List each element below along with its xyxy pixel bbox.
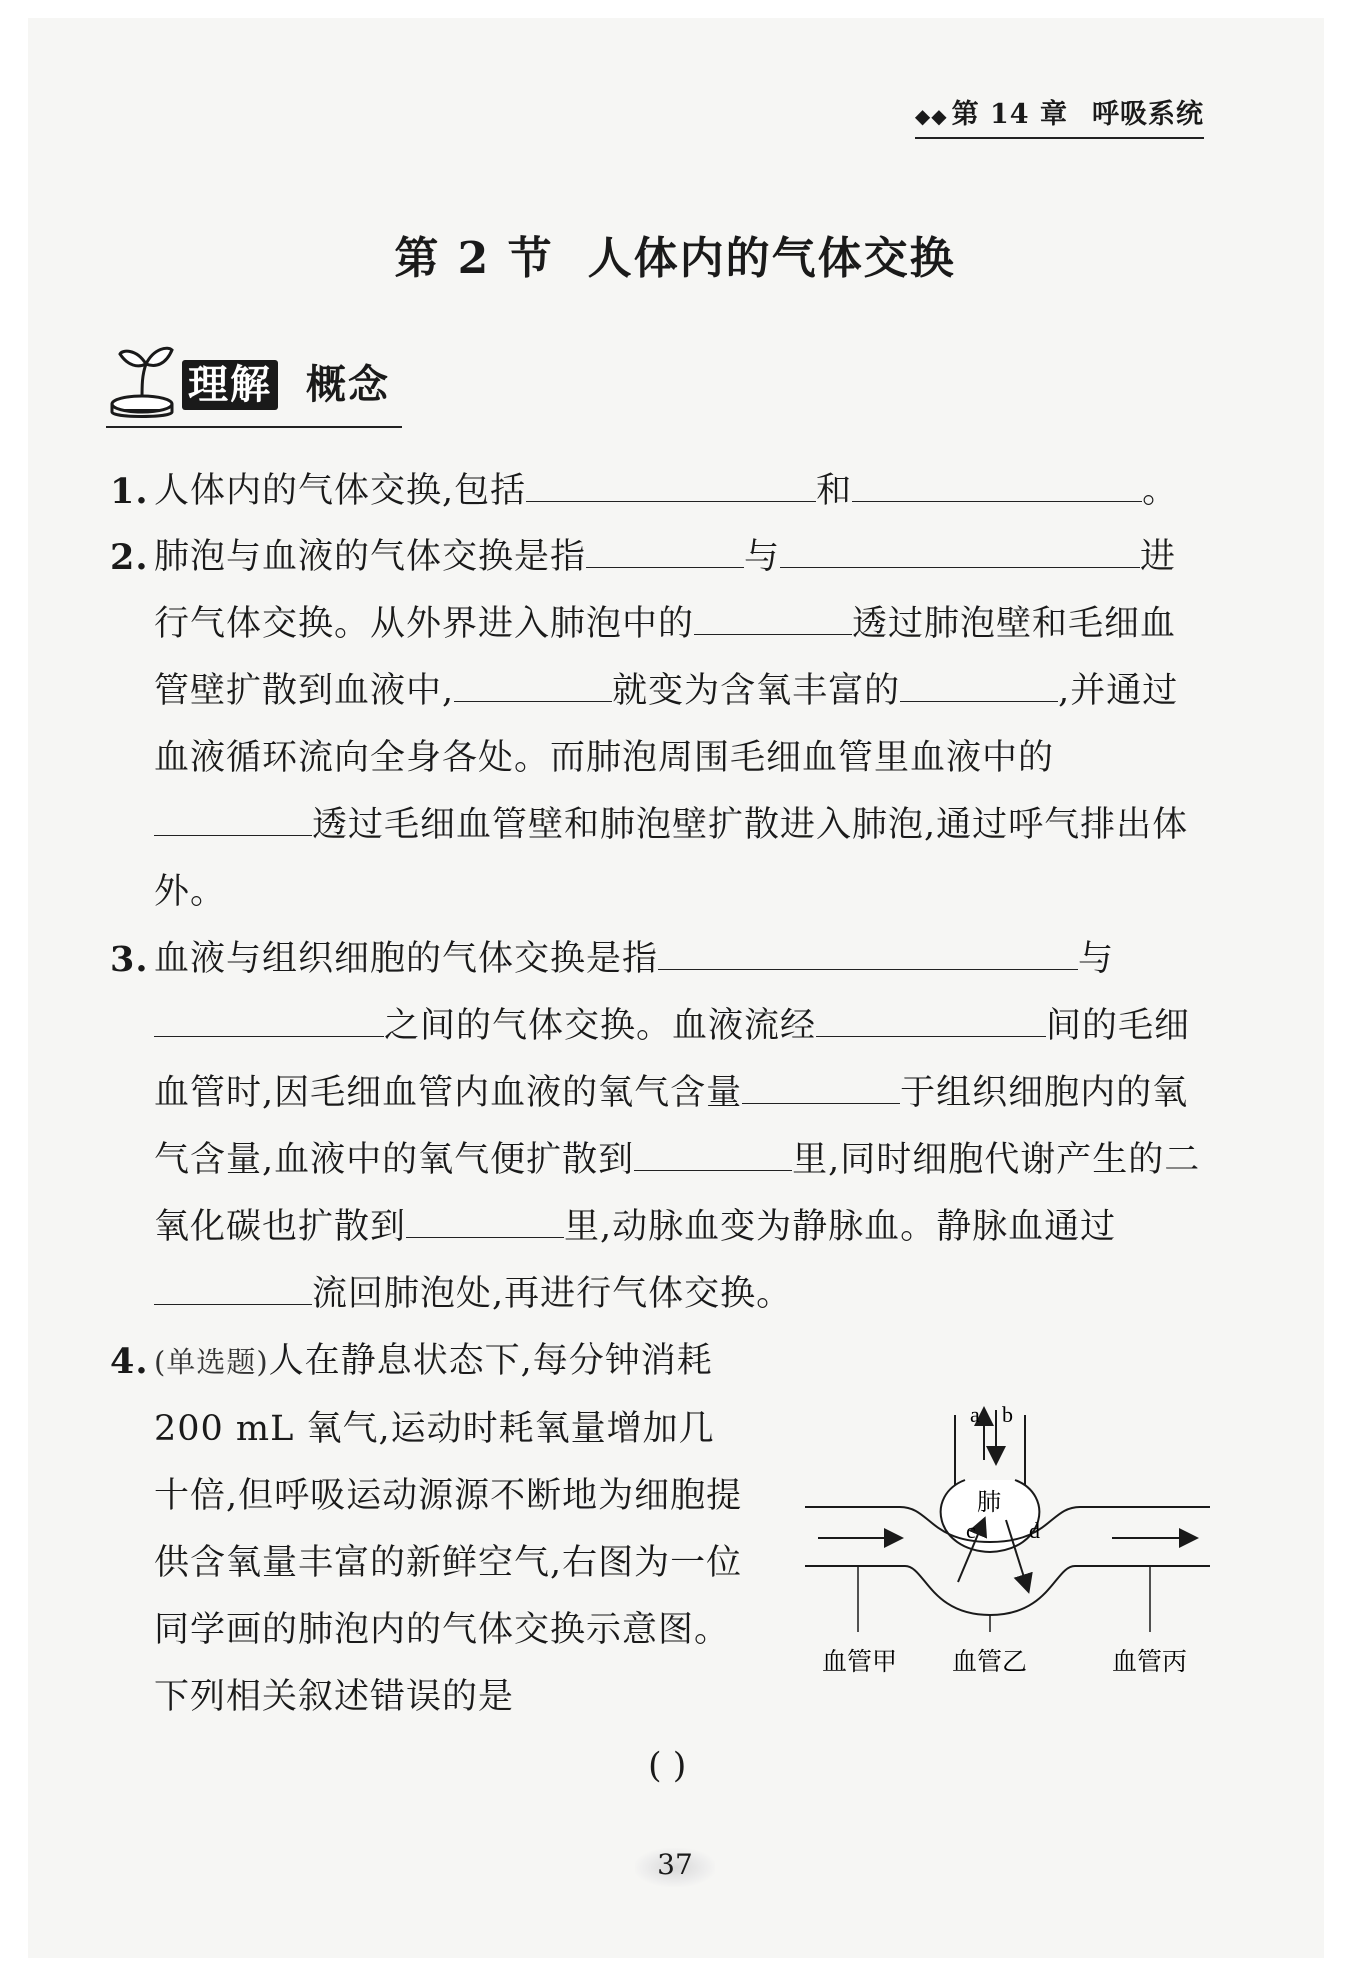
question-text: 透过肺泡壁和毛细血管壁扩散到血液中, <box>154 604 1177 711</box>
answer-blank[interactable] <box>454 671 612 702</box>
answer-blank[interactable] <box>852 471 1142 502</box>
question-text: 之间的气体交换。血液流经 <box>384 1006 817 1046</box>
label-b: b <box>1002 1402 1013 1427</box>
question-text: 与 <box>744 537 781 577</box>
question-text: 。 <box>1142 471 1179 511</box>
answer-blank[interactable] <box>634 1140 792 1171</box>
banner-dark-text: 理解 <box>182 360 278 410</box>
answer-blank[interactable] <box>526 471 816 502</box>
question-text: 透过毛细血管壁和肺泡壁扩散进入肺泡,通过呼气排出体外。 <box>154 805 1189 912</box>
question-2 <box>110 524 1210 926</box>
question-text: 和 <box>816 471 853 511</box>
page-number <box>0 1848 1350 1887</box>
question-text: 里,同时细胞代谢产生的二氧化碳也扩散到 <box>154 1140 1201 1247</box>
answer-blank[interactable] <box>406 1207 564 1238</box>
label-c: c <box>966 1518 976 1543</box>
answer-blank[interactable] <box>816 1006 1046 1037</box>
label-vessel-1: 血管甲 <box>822 1647 898 1676</box>
understanding-concepts-banner <box>106 340 402 428</box>
sprout-dish-icon <box>106 340 182 424</box>
question-text: ,并通过血液循环流向全身各处。而肺泡周围毛细血管里血液中的 <box>154 671 1179 778</box>
question-3 <box>110 926 1210 1328</box>
label-d: d <box>1029 1518 1040 1543</box>
answer-blank[interactable] <box>586 537 744 568</box>
question-number: 2. <box>110 537 149 578</box>
section-number: 第 2 节 <box>394 233 554 284</box>
answer-parentheses[interactable]: ( ) <box>648 1746 687 1786</box>
label-a: a <box>970 1402 980 1427</box>
answer-blank[interactable] <box>154 1274 312 1305</box>
question-text: 与 <box>1078 939 1115 979</box>
question-number: 1. <box>110 471 149 512</box>
answer-blank[interactable] <box>780 537 1140 568</box>
label-vessel-2: 血管乙 <box>952 1647 1028 1676</box>
alveolus-gas-exchange-diagram <box>800 1370 1220 1690</box>
diamond-icon: ◆◆ <box>914 104 948 128</box>
answer-blank[interactable] <box>154 805 312 836</box>
answer-blank[interactable] <box>694 604 852 635</box>
question-4 <box>110 1328 750 1731</box>
answer-blank[interactable] <box>900 671 1058 702</box>
question-type-tag: (单选题) <box>154 1345 269 1379</box>
question-text: 间的毛细血管时,因毛细血管内血液的氧气含量 <box>154 1006 1191 1113</box>
question-number: 4. <box>110 1341 149 1382</box>
question-text: 人体内的气体交换,包括 <box>154 471 527 511</box>
question-text: 里,动脉血变为静脉血。静脉血通过 <box>564 1207 1117 1247</box>
running-header <box>915 92 1204 139</box>
question-text: 就变为含氧丰富的 <box>612 671 901 711</box>
answer-blank[interactable] <box>154 1006 384 1037</box>
section-title <box>0 222 1350 286</box>
question-text: 血液与组织细胞的气体交换是指 <box>154 939 659 979</box>
chapter-title: 呼吸系统 <box>1092 99 1204 130</box>
answer-blank[interactable] <box>658 939 1078 970</box>
question-1 <box>110 458 1210 525</box>
question-text: 于组织细胞内的氧气含量,血液中的氧气便扩散到 <box>154 1073 1189 1180</box>
question-number: 3. <box>110 939 149 980</box>
section-name: 人体内的气体交换 <box>587 233 956 284</box>
banner-light-text: 概念 <box>306 361 390 408</box>
label-vessel-3: 血管丙 <box>1112 1647 1188 1676</box>
label-lung: 肺 <box>977 1488 1001 1516</box>
question-text: 人在静息状态下,每分钟消耗 200 mL 氧气,运动时耗氧量增加几十倍,但呼吸运动源源不断地为细胞提供含氧量丰富的新鲜空气,右图为一位同学画的肺泡内的气体交换示意图。下列相关叙述错误的是 <box>154 1341 743 1717</box>
question-text: 进行气体交换。从外界进入肺泡中的 <box>154 537 1177 644</box>
question-text: 流回肺泡处,再进行气体交换。 <box>312 1274 793 1314</box>
question-text: 肺泡与血液的气体交换是指 <box>154 537 587 577</box>
page-number-text: 37 <box>635 1848 715 1887</box>
chapter-number: 第 14 章 <box>951 99 1068 130</box>
answer-blank[interactable] <box>742 1073 900 1104</box>
